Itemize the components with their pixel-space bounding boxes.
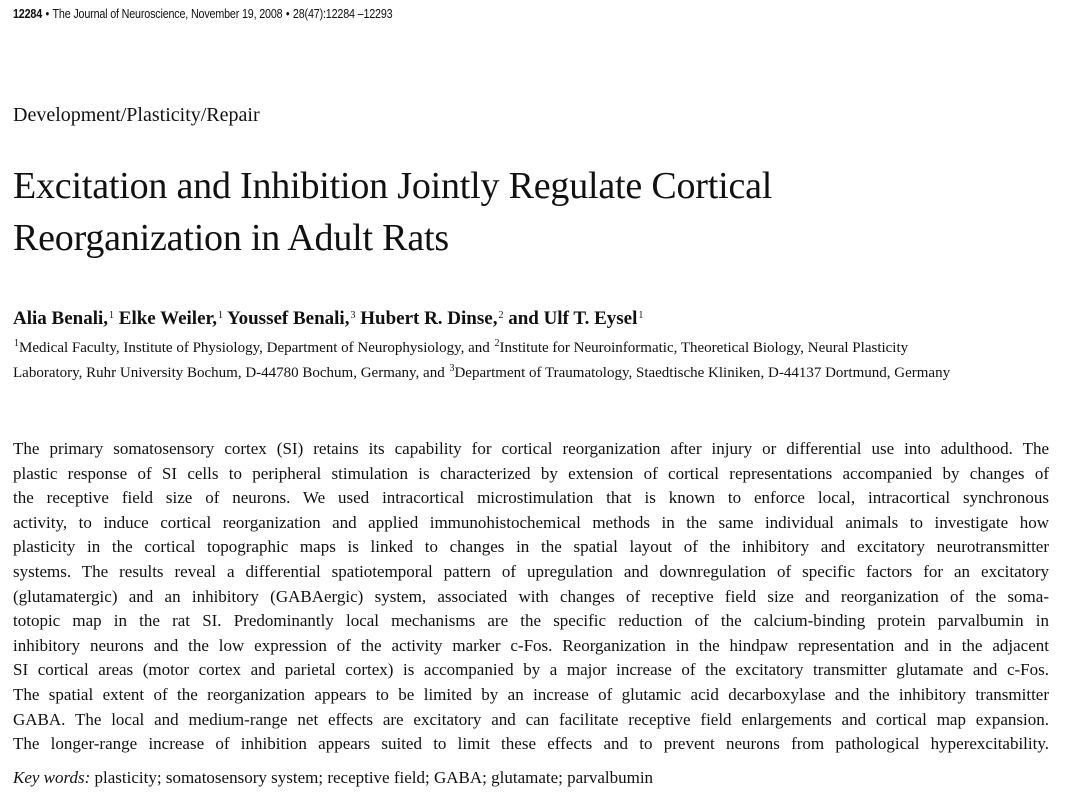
journal-name: The Journal of Neuroscience, November 19, 2008 xyxy=(52,7,283,21)
title-line: Excitation and Inhibition Jointly Regulate Cortical xyxy=(13,165,773,207)
abstract-line: The longer-range increase of inhibition appears suited to limit these effects and to prevent neurons from pathological hyperexcitability. xyxy=(13,734,1049,754)
separator-dot: • xyxy=(285,7,290,21)
section-label: Development/Plasticity/Repair xyxy=(13,104,260,126)
article-title xyxy=(13,160,913,264)
running-head xyxy=(13,7,392,21)
author-name: Hubert R. Dinse, xyxy=(360,308,498,329)
abstract-line: the receptive field size of neurons. We used intracortical microstimulation that is known to enforce local, intracortical synchronous xyxy=(13,488,1049,508)
keywords-label: Key words: xyxy=(13,768,91,787)
affiliation-marker: 2 xyxy=(494,338,500,349)
affiliation-marker: 3 xyxy=(350,310,356,321)
affiliation-marker: 1 xyxy=(14,338,19,349)
affiliation-marker: 1 xyxy=(217,310,223,321)
affiliation-text: Medical Faculty, Institute of Physiology, Department of Neurophysiology, and xyxy=(19,340,494,356)
author-name: and Ulf T. Eysel xyxy=(508,308,638,329)
affiliation-line xyxy=(13,336,1049,361)
abstract-line: SI cortical areas (motor cortex and parietal cortex) is accompanied by a major increase of the excitatory transmitter glutamate and c-Fos. xyxy=(13,660,1049,680)
abstract-line: systems. The results reveal a differential spatiotemporal pattern of upregulation and downregulation of specific factors for an excitatory xyxy=(13,561,1049,581)
abstract-line: plasticity in the cortical topographic maps is linked to changes in the spatial layout of the inhibitory and excitatory neurotransmitter xyxy=(13,537,1049,557)
author-name: Alia Benali, xyxy=(13,308,109,329)
author-name: Elke Weiler, xyxy=(118,308,217,329)
title-line: Reorganization in Adult Rats xyxy=(13,217,449,259)
abstract-line: totopic map in the rat SI. Predominantly local mechanisms are the specific reduction of the calcium-binding protein parvalbumin in xyxy=(13,611,1049,631)
abstract-line: activity, to induce cortical reorganization and applied immunohistochemical methods in the same individual animals to investigate how xyxy=(13,512,1049,532)
affiliation-marker: 1 xyxy=(109,310,115,321)
affiliation-line xyxy=(13,361,1049,386)
abstract xyxy=(13,437,1049,757)
author-list xyxy=(13,308,643,330)
keywords xyxy=(13,768,653,788)
abstract-line: The spatial extent of the reorganization appears to be limited by an increase of glutamic acid decarboxylase and the inhibitory transmitter xyxy=(13,684,1049,704)
affiliation-text: Institute for Neuroinformatic, Theoretical Biology, Neural Plasticity xyxy=(499,340,909,356)
abstract-line: plastic response of SI cells to peripheral stimulation is characterized by extension of cortical representations accompanied by changes of xyxy=(13,463,1049,483)
abstract-line: inhibitory neurons and the low expression of the activity marker c-Fos. Reorganization in the hindpaw representation and in the adjacent xyxy=(13,635,1049,655)
separator-dot: • xyxy=(45,7,50,21)
affiliations xyxy=(13,336,1049,385)
abstract-line: The primary somatosensory cortex (SI) retains its capability for cortical reorganization after injury or differential use into adulthood. The xyxy=(13,439,1049,458)
page-number: 12284 xyxy=(13,7,43,21)
affiliation-marker: 3 xyxy=(449,362,455,374)
citation: 28(47):12284 –12293 xyxy=(292,7,393,21)
affiliation-marker: 1 xyxy=(638,310,644,321)
affiliation-marker: 2 xyxy=(498,310,504,321)
affiliation-text: Laboratory, Ruhr University Bochum, D-44780 Bochum, Germany, and xyxy=(13,364,449,381)
abstract-line: GABA. The local and medium-range net effects are excitatory and can facilitate receptive field enlargements and cortical map expansion. xyxy=(13,709,1049,729)
abstract-line: (glutamatergic) and an inhibitory (GABAergic) system, associated with changes of receptive field size and reorganization of the soma- xyxy=(13,586,1049,606)
author-name: Youssef Benali, xyxy=(227,308,350,329)
keywords-list: plasticity; somatosensory system; receptive field; GABA; glutamate; parvalbumin xyxy=(94,768,654,787)
affiliation-text: Department of Traumatology, Staedtische Kliniken, D-44137 Dortmund, Germany xyxy=(454,364,951,381)
